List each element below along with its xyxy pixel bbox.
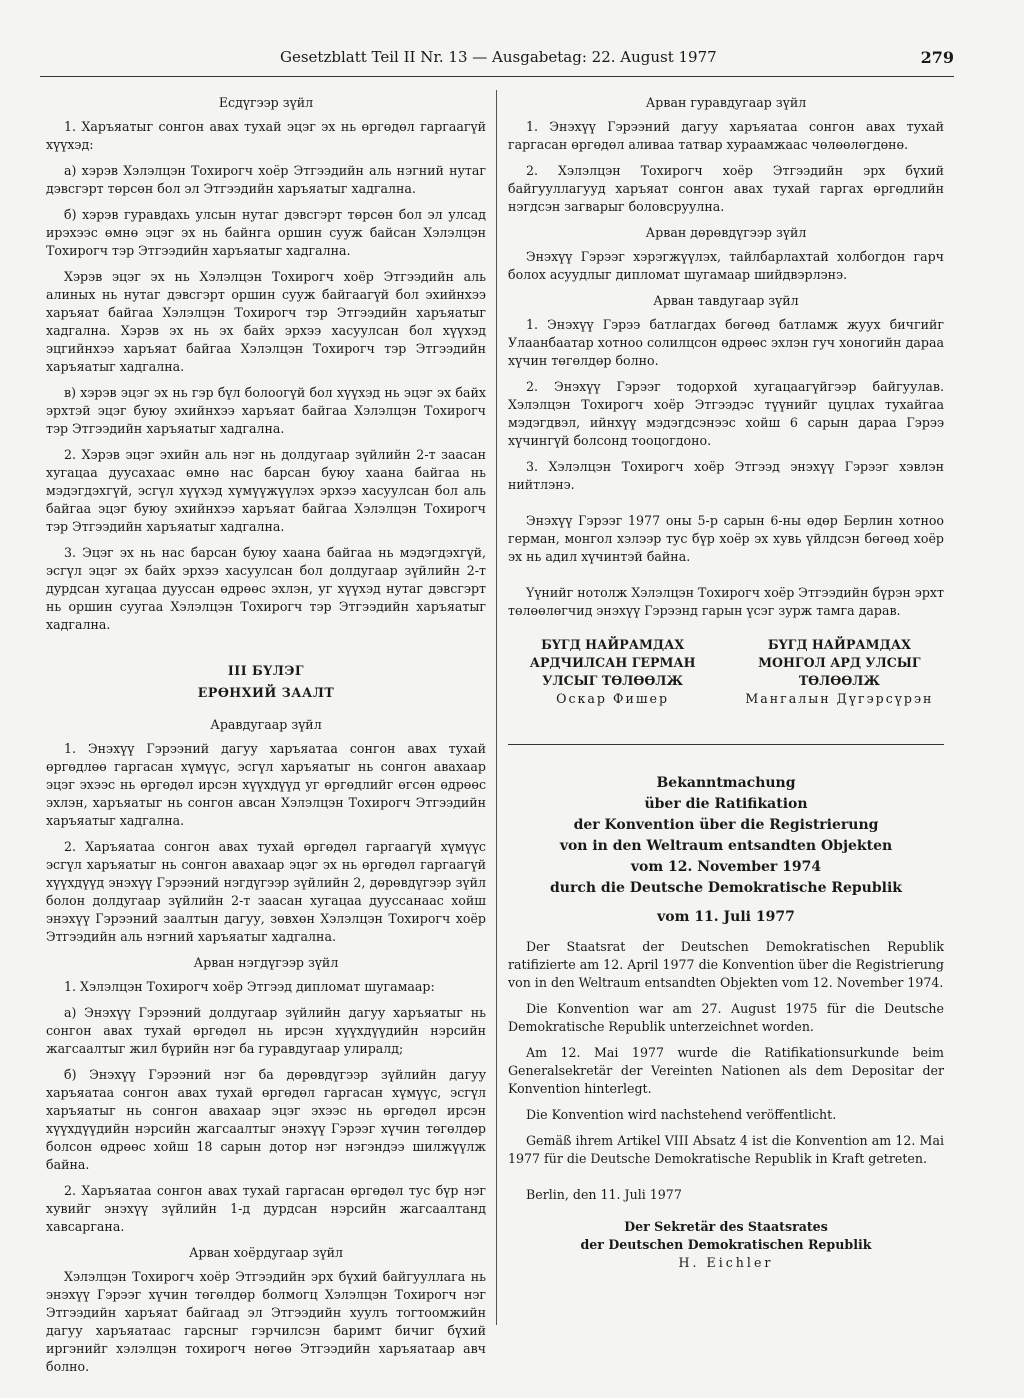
article-heading: Арван гуравдугаар зүйл xyxy=(645,95,807,110)
chapter-number: III БҮЛЭГ xyxy=(227,663,305,678)
signatory-line: АРДЧИЛСАН ГЕРМАН xyxy=(529,655,696,670)
signatory-name: Мангалын Дүгэрсүрэн xyxy=(745,691,934,706)
paragraph: Хэлэлцэн Тохирогч хоёр Этгээдийн эрх бүхий байгууллага нь энэхүү Гэрээг хүчин төгөлдөр болмогц Хэлэлцэн Тохирогч нэг Этгээдийн харъяат байгаад эл Этгээдийн хуулъ тогтоомжийн дагуу харъяатаас гарсныг гэрчилсэн баримт бичиг бүхий иргэнийг хэлэлцэн тохирогч нөгөө Этгээдийн харъяатаар авч болно. xyxy=(46,1269,486,1374)
paragraph: Gemäß ihrem Artikel VIII Absatz 4 ist die Konvention am 12. Mai 1977 für die Deutsche Demokratische Republik in Kraft getreten. xyxy=(508,1133,944,1166)
title-line: der Konvention über die Registrierung xyxy=(573,817,879,833)
page-header xyxy=(40,48,954,72)
signatory-line: ТӨЛӨӨЛЖ xyxy=(798,673,880,688)
secretary-name: H. Eichler xyxy=(678,1255,774,1270)
article-heading: Арван хоёрдугаар зүйл xyxy=(188,1245,343,1260)
signatory-line: УЛСЫГ ТӨЛӨӨЛЖ xyxy=(542,673,683,688)
paragraph: а) хэрэв Хэлэлцэн Тохирогч хоёр Этгээдийн аль нэгний нутаг дэвсгэрт төрсөн бол эл Этгээдийн харъяатыг хадгална. xyxy=(46,163,486,196)
paragraph: 3. Хэлэлцэн Тохирогч хоёр Этгээд энэхүү Гэрээг хэвлэн нийтлэнэ. xyxy=(508,459,944,492)
article-heading: Арван дөрөвдүгээр зүйл xyxy=(645,225,807,240)
title-line: durch die Deutsche Demokratische Republik xyxy=(549,880,902,896)
paragraph: б) Энэхүү Гэрээний нэг ба дөрөвдүгээр зүйлийн дагуу харъяатаа сонгон авах тухай өргөдөл гаргасан хүмүүс, эсгүл харъяатыг нь сонгон авахаар эцэг эхээс нь өргөдөл ирсэн хүүхдүүдийн нэрсийн жагсаалтыг энэхүү Гэрээг хүчин төгөлдөр болсон өдрөөс хойш 18 сарын дотор нэг нэгэндээ шилжүүлж байна. xyxy=(46,1067,486,1172)
article-heading: Есдүгээр зүйл xyxy=(218,95,314,110)
paragraph: а) Энэхүү Гэрээний долдугаар зүйлийн дагуу харъяатыг нь сонгон авах тухай өргөдөл нь ирсэн хүүхдүүдийн нэрсийн жагсаалтыг жил бүрийн нэг ба гуравдугаар улиралд; xyxy=(46,1005,486,1056)
paragraph: Der Staatsrat der Deutschen Demokratischen Republik ratifizierte am 12. April 1977 die Konvention über die Registrierung von in den Weltraum entsandten Objekten vom 12. November 1974. xyxy=(508,939,944,990)
paragraph: 2. Харъяатаа сонгон авах тухай өргөдөл гаргаагүй хүмүүс эсгүл харъяатыг нь сонгон авахаар эцэг эх нь өргөдөл гаргаагүй хүүхдүүд энэхүү Гэрээний нэгдүгээр зүйлийн 2, дөрөвдүгээр зүйл болон долдугаар зүйлийн 2-т заасан хугацаа дууссанаас хойш энэхүү Гэрээний заалтын дагуу, зөвхөн Хэлэлцэн Тохирогч хоёр Этгээдийн аль нэгний харъяатыг хадгална. xyxy=(46,839,486,944)
paragraph: 1. Энэхүү Гэрээний дагуу харъяатаа сонгон авах тухай өргөдлөө гаргасан хүмүүс, эсгүл харъяатыг нь сонгон авахаар эцэг эхээс нь өргөдөл ирсэн хүүхдүүд уг өргөдлийг өгсөн өдрөөс эхлэн, харъяатыг нь сонгон авсан Хэлэлцэн Тохирогч Этгээдийн харъяатыг хадгална. xyxy=(46,741,486,828)
signature-mpr xyxy=(735,636,944,708)
signature-block xyxy=(508,636,944,708)
title-line: über die Ratifikation xyxy=(644,796,808,812)
paragraph: Үүнийг нотолж Хэлэлцэн Тохирогч хоёр Этгээдийн бүрэн эрхт төлөөлөгчид энэхүү Гэрээнд гарын үсэг зурж тамга дарав. xyxy=(508,585,944,618)
signature-gdr xyxy=(508,636,717,708)
paragraph: Энэхүү Гэрээг хэрэгжүүлэх, тайлбарлахтай холбогдон гарч болох асуудлыг дипломат шугамаар шийдвэрлэнэ. xyxy=(508,249,944,282)
article-heading: Арван нэгдүгээр зүйл xyxy=(193,955,339,970)
paragraph: 1. Харъяатыг сонгон авах тухай эцэг эх нь өргөдөл гаргаагүй хүүхэд: xyxy=(46,119,486,152)
title-line: von in den Weltraum entsandten Objekten xyxy=(559,838,893,854)
page-number: 279 xyxy=(920,48,954,67)
paragraph: Die Konvention wird nachstehend veröffentlicht. xyxy=(526,1107,837,1122)
left-column xyxy=(46,92,486,1384)
secretary-title: Der Sekretär des Staatsrates xyxy=(624,1219,828,1234)
article-heading: Аравдугаар зүйл xyxy=(210,717,322,732)
secretary-title: der Deutschen Demokratischen Republik xyxy=(580,1237,872,1252)
title-line: vom 12. November 1974 xyxy=(630,859,822,875)
paragraph: Хэрэв эцэг эх нь Хэлэлцэн Тохирогч хоёр Этгээдийн аль алиных нь нутаг дэвсгэрт оршин сууж байгаагүй бол эхийнхээ харъяат байгаа Хэлэлцэн Тохирогч тэр Этгээдийн харъяатыг хадгална. Хэрэв эх нь эх байх эрхээ хасуулсан бол хүүхэд эцгийнхээ харъяат байгаа Хэлэлцэн Тохирогч тэр Этгээдийн харъяатыг хадгална. xyxy=(46,269,486,374)
paragraph: 2. Энэхүү Гэрээг тодорхой хугацаагүйгээр байгуулав. Хэлэлцэн Тохирогч хоёр Этгээдэс түүнийг цуцлах тухайгаа мэдэгдвэл, ийнхүү мэдэгдсэнээс хойш 6 сарын дараа Гэрээ хүчингүй болсонд тооцогдоно. xyxy=(508,379,944,448)
section-rule xyxy=(508,744,944,745)
signatory-line: БҮГД НАЙРАМДАХ xyxy=(541,637,685,652)
announcement-date: vom 11. Juli 1977 xyxy=(657,909,795,925)
column-divider xyxy=(496,90,497,1325)
paragraph: б) хэрэв гуравдахь улсын нутаг дэвсгэрт төрсөн бол эл улсад ирэхээс өмнө эцэг эх нь байнга оршин сууж байсан Хэлэлцэн Тохирогч тэр Этгээдийн харъяатыг хадгална. xyxy=(46,207,486,258)
paragraph: 2. Хэлэлцэн Тохирогч хоёр Этгээдийн эрх бүхий байгууллагууд харъяат сонгон авах тухай гаргах өргөдлийн нэгдсэн загварыг боловсруулна. xyxy=(508,163,944,214)
paragraph: Am 12. Mai 1977 wurde die Ratifikationsurkunde beim Generalsekretär der Vereinten Nationen als dem Depositar der Konvention hinterlegt. xyxy=(508,1045,944,1096)
title-line: Bekanntmachung xyxy=(656,775,796,791)
place-date: Berlin, den 11. Juli 1977 xyxy=(526,1187,682,1202)
header-rule xyxy=(40,76,954,77)
paragraph: Die Konvention war am 27. August 1975 für die Deutsche Demokratische Republik unterzeichnet worden. xyxy=(508,1001,944,1034)
signatory-name: Оскар Фишер xyxy=(556,691,670,706)
header-title: Gesetzblatt Teil II Nr. 13 — Ausgabetag: 22. August 1977 xyxy=(280,48,717,66)
paragraph: 1. Энэхүү Гэрээ батлагдах бөгөөд батламж жуух бичгийг Улаанбаатар хотноо солилцсон өдрөөс эхлэн гуч хоногийн дараа хүчин төгөлдөр болно. xyxy=(508,317,944,368)
paragraph: 2. Хэрэв эцэг эхийн аль нэг нь долдугаар зүйлийн 2-т заасан хугацаа дуусахаас өмнө нас барсан буюу хаана байгаа нь мэдэгдэхгүй, эсгүл хүүхэд хүмүүжүүлэх эрхээ хасуулсан бол аль байгаа эцэг буюу эхийнхээ харъяат байгаа Хэлэлцэн Тохирогч тэр Этгээдийн харъяатыг хадгална. xyxy=(46,447,486,534)
signatory-line: МОНГОЛ АРД УЛСЫГ xyxy=(758,655,921,670)
signatory-line: БҮГД НАЙРАМДАХ xyxy=(767,637,911,652)
paragraph: 2. Харъяатаа сонгон авах тухай гаргасан өргөдөл тус бүр нэг хувийг энэхүү зүйлийн 1-д дурдсан нэрсийн жагсаалтанд хавсаргана. xyxy=(46,1183,486,1234)
secretary-signature xyxy=(508,1218,944,1272)
paragraph: 1. Энэхүү Гэрээний дагуу харъяатаа сонгон авах тухай гаргасан өргөдөл аливаа татвар хураамжаас чөлөөлөгдөнө. xyxy=(508,119,944,152)
article-heading: Арван тавдугаар зүйл xyxy=(653,293,799,308)
paragraph: Энэхүү Гэрээг 1977 оны 5-р сарын 6-ны өдөр Берлин хотноо герман, монгол хэлээр тус бүр хоёр эх хувь үйлдсэн бөгөөд хоёр эх нь адил хүчинтэй байна. xyxy=(508,513,944,564)
announcement-title xyxy=(508,773,944,928)
chapter-title: ЕРӨНХИЙ ЗААЛТ xyxy=(197,685,335,700)
paragraph: 1. Хэлэлцэн Тохирогч хоёр Этгээд дипломат шугамаар: xyxy=(64,979,435,994)
right-column xyxy=(508,92,944,1272)
paragraph: 3. Эцэг эх нь нас барсан буюу хаана байгаа нь мэдэгдэхгүй, эсгүл эцэг эх байх эрхээ хасуулсан бол долдугаар зүйлийн 2-т дурдсан хугацаа дууссан өдрөөс эхлэн, уг хүүхэд нутаг дэвсгэрт нь оршин суугаа Хэлэлцэн Тохирогч тэр Этгээдийн харъяатыг хадгална. xyxy=(46,545,486,632)
paragraph: в) хэрэв эцэг эх нь гэр бүл болоогүй бол хүүхэд нь эцэг эх байх эрхтэй эцэг буюу эхийнхээ харъяат байгаа Хэлэлцэн Тохирогч тэр Этгээдийн харъяатыг хадгална. xyxy=(46,385,486,436)
